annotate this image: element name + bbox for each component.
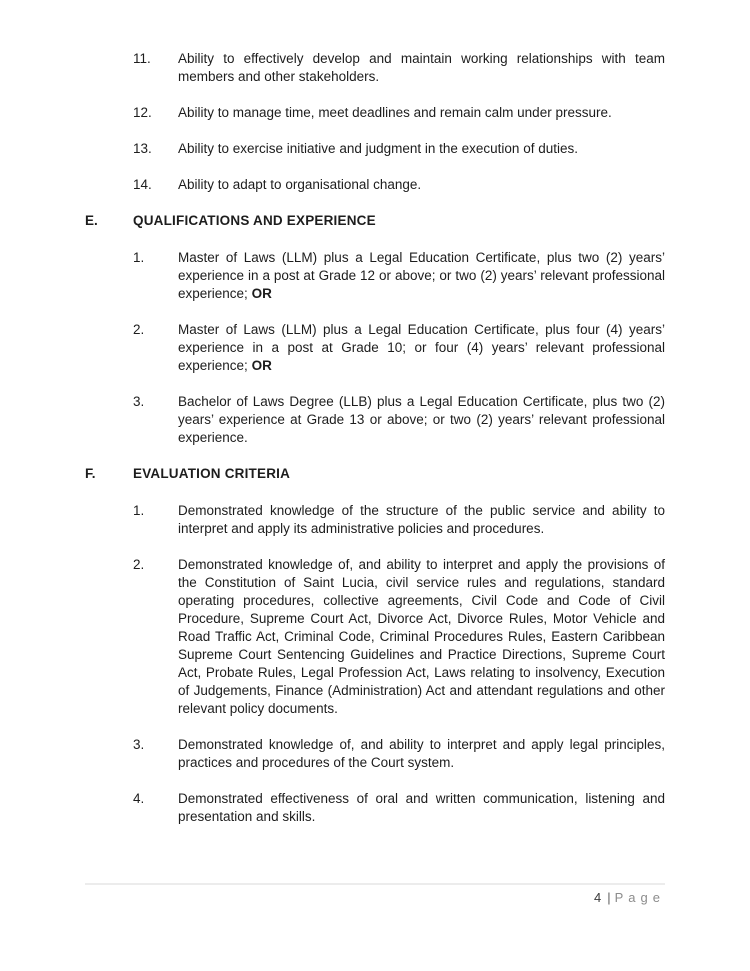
- list-item: [85, 50, 665, 86]
- item-number: 1.: [133, 250, 145, 265]
- item-number: 12.: [133, 105, 152, 120]
- item-text: Ability to exercise initiative and judgment in the execution of duties.: [178, 141, 578, 156]
- item-text: Demonstrated knowledge of, and ability to interpret and apply legal principles, practices and procedures of the Court system.: [178, 737, 665, 770]
- list-item: [85, 502, 665, 538]
- section-heading: [85, 465, 665, 483]
- page-footer: [85, 883, 665, 907]
- section-letter: F.: [85, 466, 96, 481]
- item-number: 3.: [133, 737, 145, 752]
- list-item: [85, 249, 665, 303]
- item-number: 3.: [133, 394, 145, 409]
- list-item: [85, 790, 665, 826]
- footer-separator: |: [607, 890, 611, 905]
- item-text: Demonstrated effectiveness of oral and written communication, listening and presentation and skills.: [178, 791, 665, 824]
- item-text-main: Master of Laws (LLM) plus a Legal Education Certificate, plus two (2) years’ experience in a post at Grade 12 or above; or two (2) years’ relevant professional experience;: [178, 250, 665, 301]
- item-text-main: Master of Laws (LLM) plus a Legal Education Certificate, plus four (4) years’ experience in a post at Grade 10; or four (4) years’ relevant professional experience;: [178, 322, 665, 373]
- page-number: 4: [594, 890, 602, 905]
- item-text: [178, 249, 665, 303]
- section-title: EVALUATION CRITERIA: [133, 466, 291, 481]
- item-text: [178, 321, 665, 375]
- section-evaluation-criteria: [85, 465, 665, 826]
- section-qualifications-and-experience: [85, 212, 665, 447]
- item-text: Ability to manage time, meet deadlines and remain calm under pressure.: [178, 105, 612, 120]
- item-number: 2.: [133, 322, 145, 337]
- item-text: Ability to adapt to organisational change.: [178, 177, 422, 192]
- list-item: [85, 556, 665, 718]
- item-text: Demonstrated knowledge of, and ability to interpret and apply the provisions of the Constitution of Saint Lucia, civil service rules and regulations, standard operating procedures, collective agreements, Civil Code and Code of Civil Procedure, Supreme Court Act, Divorce Act, Divorce Rules, Motor Vehicle and Road Traffic Act, Criminal Code, Criminal Procedures Rules, Eastern Caribbean Supreme Court Sentencing Guidelines and Practice Directions, Supreme Court Act, Probate Rules, Legal Profession Act, Laws relating to insolvency, Execution of Judgements, Finance (Administration) Act and attendant regulations and other relevant policy documents.: [178, 557, 665, 716]
- skills-list: [85, 50, 665, 194]
- item-text: [178, 393, 665, 447]
- item-number: 4.: [133, 791, 145, 806]
- list-item: [85, 176, 665, 194]
- list-item: [85, 736, 665, 772]
- item-number: 13.: [133, 141, 152, 156]
- list-item: [85, 104, 665, 122]
- item-number: 1.: [133, 503, 145, 518]
- or-emphasis: OR: [251, 358, 272, 373]
- item-number: 14.: [133, 177, 152, 192]
- section-letter: E.: [85, 213, 98, 228]
- or-emphasis: OR: [251, 286, 272, 301]
- section-title: QUALIFICATIONS AND EXPERIENCE: [133, 213, 376, 228]
- footer-page-label: Page: [614, 890, 665, 905]
- item-number: 2.: [133, 557, 145, 572]
- list-item: [85, 393, 665, 447]
- item-text: Ability to effectively develop and maintain working relationships with team members and other stakeholders.: [178, 51, 665, 84]
- list-item: [85, 321, 665, 375]
- item-text: Demonstrated knowledge of the structure of the public service and ability to interpret and apply its administrative policies and procedures.: [178, 503, 665, 536]
- section-heading: [85, 212, 665, 230]
- list-item: [85, 140, 665, 158]
- item-number: 11.: [133, 51, 151, 66]
- content-area: [85, 50, 665, 844]
- item-text-main: Bachelor of Laws Degree (LLB) plus a Legal Education Certificate, plus two (2) years’ experience at Grade 13 or above; or two (2) years’ relevant professional experience.: [178, 394, 665, 445]
